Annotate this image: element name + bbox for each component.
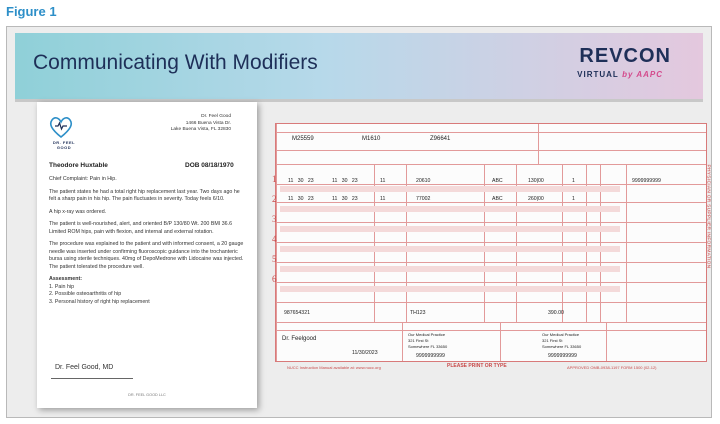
form-instruction-note: NUCC Instruction Manual available at: www.nucc.org	[287, 365, 381, 370]
line2-pointer: ABC	[492, 196, 503, 202]
assessment-item: 2. Possible osteoarthritis of hip	[49, 291, 122, 297]
form-side-text: PHYSICIAN OR SUPPLIER INFORMATION	[705, 164, 711, 269]
line2-date-from: 11 30 23	[288, 196, 314, 202]
banner	[15, 33, 703, 102]
line2-units: 1	[572, 196, 575, 202]
note-logo-text: DR. FEEL GOOD	[52, 140, 76, 150]
billing-npi: 9999999999	[548, 353, 577, 359]
physician-signature-field: Dr. Feelgood	[282, 336, 317, 342]
line1-date-to: 11 30 23	[332, 178, 358, 184]
assessment-item: 1. Pain hip	[49, 283, 75, 290]
facility-npi: 9999999999	[416, 353, 445, 359]
assessment-item: 3. Personal history of right hip replacement	[49, 298, 150, 305]
heart-stethoscope-icon	[47, 114, 75, 140]
line2-date-to: 11 30 23	[332, 196, 358, 202]
patient-name: Theodore Huxtable	[49, 162, 108, 169]
service-line-number: 2	[272, 194, 277, 204]
patient-account-no: TH123	[410, 310, 426, 316]
patient-dob: DOB 08/18/1970	[185, 162, 234, 169]
line1-date-from: 11 30 23	[288, 178, 314, 184]
line1-pos: 11	[380, 178, 386, 184]
service-line-number: 1	[272, 174, 277, 184]
note-footer: DR. FEEL GOOD LLC	[128, 393, 166, 397]
please-print-label: PLEASE PRINT OR TYPE	[447, 363, 507, 369]
form-approval-text: APPROVED OMB-0938-1197 FORM 1500 (02-12)	[567, 365, 657, 370]
banner-title: Communicating With Modifiers	[33, 51, 318, 74]
total-charge: 390.00	[548, 310, 564, 316]
federal-tax-id: 987654321	[284, 310, 310, 316]
billing-provider-info: Our Medical Practice 321 First St Somewhere FL 33650	[542, 332, 582, 349]
service-line-number: 6	[272, 274, 277, 284]
service-line-number: 5	[272, 254, 277, 264]
line1-cpt: 20610	[416, 178, 431, 184]
line2-charges: 260|00	[528, 196, 544, 202]
practice-address: Dr. Feel Good 1466 Buena Vista Dr. Lake Buena Vista, FL 32830	[170, 114, 231, 132]
assessment-heading: Assessment:	[49, 276, 82, 282]
figure-frame	[6, 26, 712, 418]
signature-date: 11/30/2023	[352, 350, 378, 356]
note-body: Chief Complaint: Pain in Hip. The patient states he had a total right hip replacement last year. Two days ago he felt a sharp pain in his hip. The pain fluctuates in severity. Today feels 6/10. A hip x-ray was ordered. The patient is well-nourished, alert, and oriented B/P 130/80 Wt. 200 BMI 36.6 Limited ROM hips, pain with flexion, and internal and external rotation. The procedure was explained to the patient and with informed consent, a 20 gauge needle was inserted under confirming fluoroscopic guidance into the trochanteric bursa using sterile techniques. 40mg of DepoMedrone with Lidocaine was injected. The patient tolerated the procedure well. Assessment: 1. Pain hip 2. Possible osteoarthritis of hip 3. Personal history of right hip replacement	[49, 176, 244, 305]
line1-pointer: ABC	[492, 178, 503, 184]
diagnosis-code-b: M1610	[362, 136, 381, 142]
facility-info: Our Medical Practice 321 First St Somewhere FL 33650	[408, 332, 448, 349]
revcon-logo: REVCON	[579, 45, 671, 67]
signature-line	[51, 378, 133, 379]
line1-charges: 130|00	[528, 178, 544, 184]
service-line-number: 3	[272, 214, 277, 224]
physician-signature: Dr. Feel Good, MD	[55, 364, 114, 371]
line2-cpt: 77002	[416, 196, 431, 202]
revcon-logo-sub: VIRTUAL by AAPC	[577, 70, 663, 79]
medical-note	[37, 102, 257, 408]
line1-npi: 9999999999	[632, 178, 661, 184]
line2-pos: 11	[380, 196, 386, 202]
figure-label: Figure 1	[6, 4, 57, 19]
line1-units: 1	[572, 178, 575, 184]
diagnosis-code-a: M25559	[292, 136, 314, 142]
service-line-number: 4	[272, 234, 277, 244]
claim-form	[272, 123, 711, 362]
diagnosis-code-c: Z96641	[430, 136, 451, 142]
